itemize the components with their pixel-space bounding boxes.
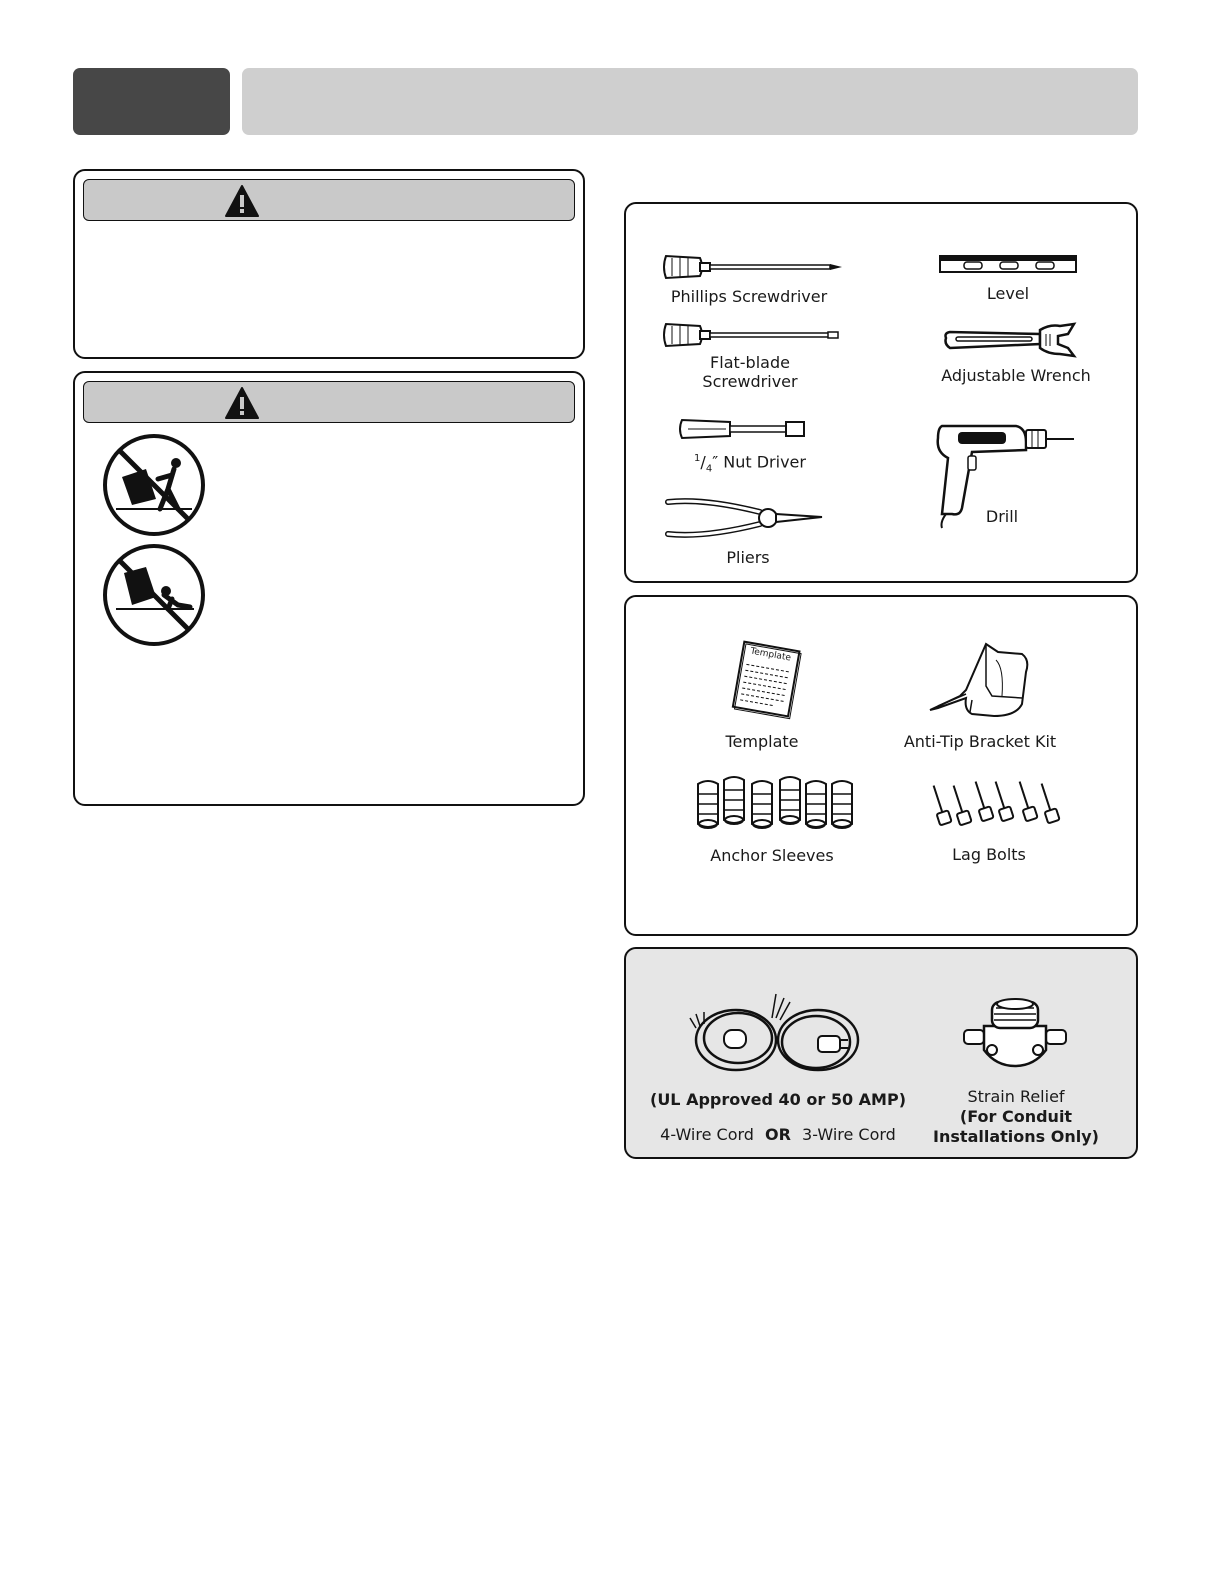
warning-header-bar	[83, 179, 575, 221]
anti-tip-bracket-icon	[926, 640, 1032, 720]
section-title-bar	[242, 68, 1138, 135]
phillips-label: Phillips Screwdriver	[670, 287, 828, 306]
nut-driver-icon	[678, 414, 810, 444]
flat-screwdriver-icon	[660, 320, 844, 350]
no-climbing-icon	[102, 543, 206, 647]
cord-3-wire: 3-Wire Cord	[802, 1125, 896, 1144]
flat-label-line2: Screwdriver	[702, 372, 798, 391]
nut-driver-label: $^1/_4''$ Nut Driver	[694, 452, 806, 475]
strain-relief-label: Strain Relief	[967, 1087, 1065, 1106]
cord-4-wire: 4-Wire Cord	[660, 1125, 754, 1144]
bracket-label: Anti-Tip Bracket Kit	[903, 732, 1057, 751]
lag-bolts-icon	[920, 784, 1060, 834]
warning-header-bar	[83, 381, 575, 423]
fraction-numerator: 1	[694, 453, 701, 464]
template-doc-title: Template	[749, 646, 792, 664]
pliers-label: Pliers	[726, 548, 770, 567]
warning-box-1	[73, 169, 585, 359]
no-tipping-icon	[102, 433, 206, 537]
cord-or: OR	[765, 1125, 791, 1144]
anchors-label: Anchor Sleeves	[710, 846, 834, 865]
power-cords-icon	[686, 988, 866, 1080]
ul-approved-label: (UL Approved 40 or 50 AMP)	[650, 1090, 907, 1109]
phillips-screwdriver-icon	[660, 252, 844, 282]
adjustable-wrench-icon	[940, 320, 1080, 360]
flat-label-line1: Flat-blade	[710, 353, 790, 372]
pliers-icon	[664, 494, 826, 542]
warning-triangle-icon	[224, 386, 260, 420]
level-icon	[938, 252, 1078, 276]
anchor-sleeves-icon	[694, 776, 862, 832]
conduit-line2: Installations Only)	[933, 1127, 1099, 1146]
conduit-line1: (For Conduit	[959, 1107, 1073, 1126]
parts-box	[624, 595, 1138, 936]
drill-label: Drill	[985, 507, 1019, 526]
strain-relief-icon	[962, 996, 1070, 1078]
nut-driver-text: ″ Nut Driver	[712, 452, 806, 472]
lag-label: Lag Bolts	[952, 845, 1026, 864]
warning-triangle-icon	[224, 184, 260, 218]
warning-box-2	[73, 371, 585, 806]
section-tab	[73, 68, 230, 135]
level-label: Level	[986, 284, 1030, 303]
template-label: Template	[725, 732, 799, 751]
fraction-denominator: 4	[705, 463, 713, 475]
cord-options-label	[650, 1125, 906, 1145]
wrench-label: Adjustable Wrench	[941, 366, 1091, 385]
